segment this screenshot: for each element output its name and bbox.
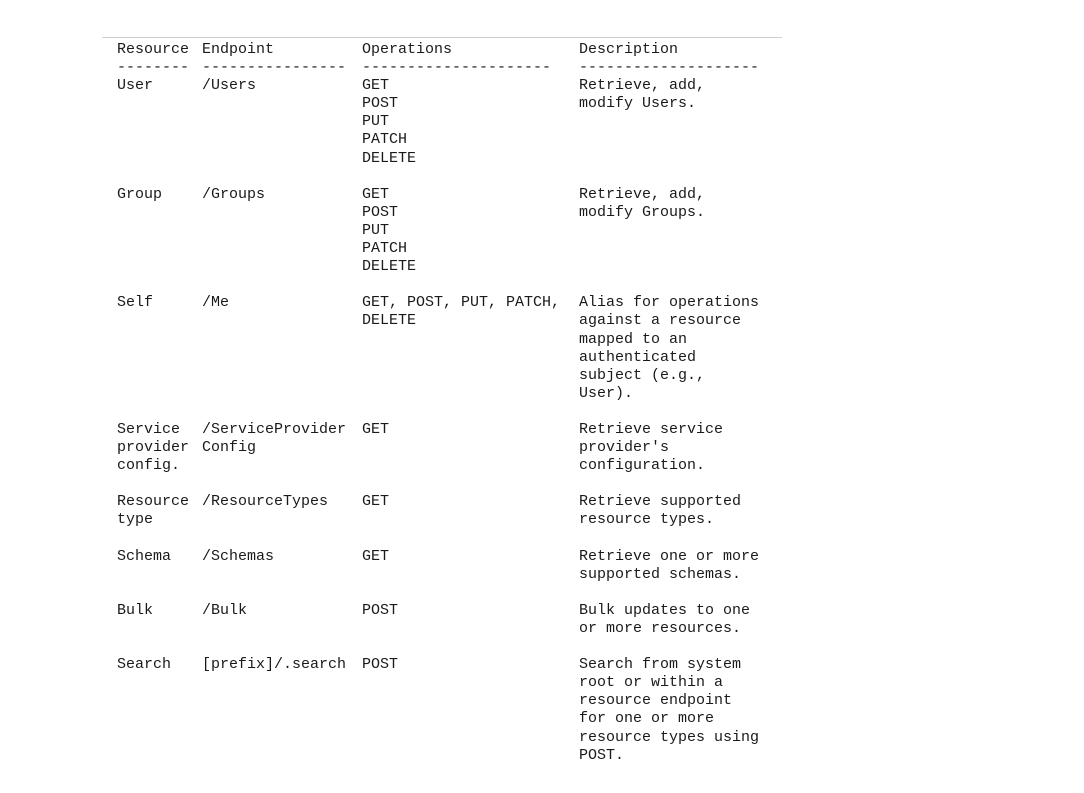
- separator-operations: ---------------------: [362, 59, 552, 77]
- separator-endpoint: ----------------: [202, 59, 347, 77]
- table-row: [117, 602, 779, 638]
- separator-resource: --------: [117, 59, 190, 77]
- cell-resource: Self: [117, 294, 154, 312]
- cell-description: Retrieve, add, modify Users.: [579, 77, 706, 113]
- cell-operations: GET: [362, 493, 390, 511]
- table-row: [117, 656, 779, 765]
- cell-resource: User: [117, 77, 154, 95]
- cell-resource: Service provider config.: [117, 420, 190, 475]
- cell-endpoint: /Bulk: [202, 601, 248, 619]
- cell-resource: Search: [117, 656, 172, 674]
- cell-operations: GET POST PUT PATCH DELETE: [362, 185, 417, 276]
- cell-endpoint: /Schemas: [202, 547, 275, 565]
- table-row: [117, 493, 779, 529]
- endpoint-table: [117, 41, 779, 783]
- header-operations: Operations: [362, 41, 453, 58]
- cell-endpoint: /ResourceTypes: [202, 493, 329, 511]
- cell-description: Search from system root or within a resource endpoint for one or more resource types using POST.: [579, 656, 760, 764]
- cell-resource: Group: [117, 185, 163, 203]
- table-row: [117, 294, 779, 403]
- cell-description: Retrieve, add, modify Groups.: [579, 185, 706, 221]
- cell-resource: Bulk: [117, 601, 154, 619]
- top-rule: [102, 37, 782, 38]
- header-description: Description: [579, 41, 679, 58]
- cell-operations: GET: [362, 420, 390, 438]
- cell-resource: Schema: [117, 547, 172, 565]
- cell-description: Retrieve supported resource types.: [579, 493, 742, 529]
- cell-endpoint: /ServiceProvider Config: [202, 420, 347, 457]
- cell-description: Bulk updates to one or more resources.: [579, 601, 751, 637]
- cell-description: Alias for operations against a resource mapped to an authenticated subject (e.g., User).: [579, 294, 760, 402]
- header-endpoint: Endpoint: [202, 41, 275, 58]
- cell-description: Retrieve service provider's configuration.: [579, 420, 724, 475]
- cell-operations: POST: [362, 656, 399, 674]
- table-header-separator: [117, 59, 779, 77]
- cell-endpoint: /Me: [202, 294, 230, 312]
- table-row: [117, 77, 779, 167]
- table-row: [117, 421, 779, 475]
- table-row: [117, 548, 779, 584]
- header-resource: Resource: [117, 41, 190, 58]
- cell-endpoint: [prefix]/.search: [202, 656, 347, 674]
- cell-operations: POST: [362, 601, 399, 619]
- cell-operations: GET: [362, 547, 390, 565]
- table-header-row: [117, 41, 779, 59]
- table-row: [117, 186, 779, 276]
- cell-endpoint: /Users: [202, 77, 257, 95]
- cell-description: Retrieve one or more supported schemas.: [579, 547, 760, 583]
- cell-operations: GET POST PUT PATCH DELETE: [362, 77, 417, 167]
- cell-resource: Resource type: [117, 493, 190, 529]
- separator-description: --------------------: [579, 59, 760, 77]
- cell-endpoint: /Groups: [202, 185, 266, 203]
- cell-operations: GET, POST, PUT, PATCH, DELETE: [362, 294, 561, 330]
